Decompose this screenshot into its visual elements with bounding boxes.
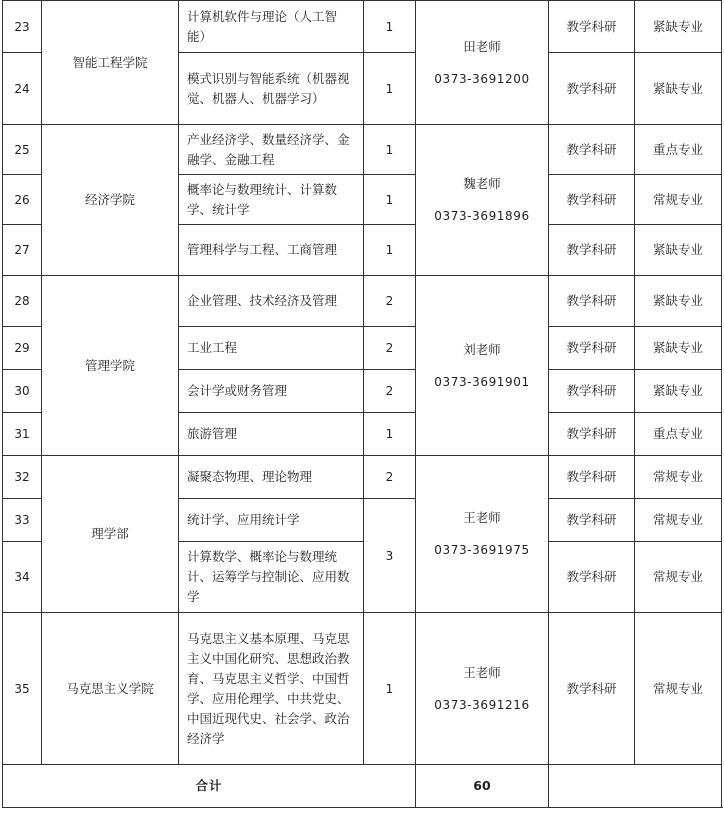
table-row (3, 1, 722, 53)
row-number: 33 (3, 499, 42, 542)
type-cell: 常规专业 (635, 542, 722, 613)
contact-phone: 0373-3691975 (434, 543, 530, 557)
major-cell: 旅游管理 (179, 413, 364, 456)
count-cell: 2 (364, 456, 416, 499)
contact-cell (416, 456, 549, 613)
row-number: 28 (3, 276, 42, 327)
category-cell: 教学科研 (549, 327, 635, 370)
total-value: 60 (416, 765, 549, 808)
row-number: 34 (3, 542, 42, 613)
major-cell: 凝聚态物理、理论物理 (179, 456, 364, 499)
type-cell: 紧缺专业 (635, 276, 722, 327)
major-cell: 计算机软件与理论（人工智能） (179, 1, 364, 53)
contact-name: 王老师 (463, 664, 501, 680)
category-cell: 教学科研 (549, 1, 635, 53)
count-cell: 2 (364, 276, 416, 327)
table-row (3, 125, 722, 175)
count-cell: 2 (364, 370, 416, 413)
major-cell: 企业管理、技术经济及管理 (179, 276, 364, 327)
category-cell: 教学科研 (549, 613, 635, 765)
row-number: 23 (3, 1, 42, 53)
category-cell: 教学科研 (549, 53, 635, 125)
category-cell: 教学科研 (549, 370, 635, 413)
major-cell: 马克思主义基本原理、马克思主义中国化研究、思想政治教育、马克思主义哲学、中国哲学、应用伦理学、中共党史、中国近现代史、社会学、政治经济学 (179, 613, 364, 765)
category-cell: 教学科研 (549, 175, 635, 225)
college-name: 马克思主义学院 (42, 613, 179, 765)
contact-name: 王老师 (463, 510, 501, 525)
count-cell: 2 (364, 327, 416, 370)
major-cell: 统计学、应用统计学 (179, 499, 364, 542)
type-cell: 紧缺专业 (635, 370, 722, 413)
contact-cell (416, 1, 549, 125)
contact-phone: 0373-3691216 (434, 697, 530, 712)
count-cell: 1 (364, 225, 416, 276)
count-cell: 1 (364, 175, 416, 225)
type-cell: 常规专业 (635, 456, 722, 499)
category-cell: 教学科研 (549, 542, 635, 613)
contact-name: 刘老师 (463, 341, 501, 357)
row-number: 26 (3, 175, 42, 225)
contact-phone: 0373-3691901 (434, 374, 530, 389)
count-cell: 1 (364, 1, 416, 53)
type-cell: 重点专业 (635, 125, 722, 175)
total-row (3, 765, 722, 808)
major-cell: 管理科学与工程、工商管理 (179, 225, 364, 276)
table-row (3, 456, 722, 499)
major-cell: 工业工程 (179, 327, 364, 370)
row-number: 31 (3, 413, 42, 456)
type-cell: 紧缺专业 (635, 327, 722, 370)
row-number: 32 (3, 456, 42, 499)
college-name: 理学部 (42, 456, 179, 613)
table-row (3, 276, 722, 327)
contact-cell (416, 276, 549, 456)
contact-phone: 0373-3691200 (434, 71, 530, 86)
type-cell: 紧缺专业 (635, 225, 722, 276)
total-label: 合计 (3, 765, 416, 808)
row-number: 30 (3, 370, 42, 413)
count-cell: 3 (364, 499, 416, 613)
row-number: 35 (3, 613, 42, 765)
type-cell: 紧缺专业 (635, 53, 722, 125)
college-name: 经济学院 (42, 125, 179, 276)
contact-name: 田老师 (463, 38, 501, 54)
category-cell: 教学科研 (549, 413, 635, 456)
contact-phone: 0373-3691896 (434, 209, 530, 223)
type-cell: 常规专业 (635, 175, 722, 225)
row-number: 27 (3, 225, 42, 276)
category-cell: 教学科研 (549, 276, 635, 327)
count-cell: 1 (364, 53, 416, 125)
table-row (3, 613, 722, 765)
type-cell: 重点专业 (635, 413, 722, 456)
contact-cell (416, 125, 549, 276)
type-cell: 紧缺专业 (635, 1, 722, 53)
count-cell: 1 (364, 613, 416, 765)
college-name: 管理学院 (42, 276, 179, 456)
category-cell: 教学科研 (549, 499, 635, 542)
category-cell: 教学科研 (549, 225, 635, 276)
contact-cell (416, 613, 549, 765)
college-name: 智能工程学院 (42, 1, 179, 125)
major-cell: 计算数学、概率论与数理统计、运筹学与控制论、应用数学 (179, 542, 364, 613)
row-number: 25 (3, 125, 42, 175)
major-cell: 会计学或财务管理 (179, 370, 364, 413)
total-blank (549, 765, 722, 808)
major-cell: 概率论与数理统计、计算数学、统计学 (179, 175, 364, 225)
type-cell: 常规专业 (635, 499, 722, 542)
type-cell: 常规专业 (635, 613, 722, 765)
major-cell: 模式识别与智能系统（机器视觉、机器人、机器学习） (179, 53, 364, 125)
row-number: 29 (3, 327, 42, 370)
count-cell: 1 (364, 413, 416, 456)
count-cell: 1 (364, 125, 416, 175)
category-cell: 教学科研 (549, 456, 635, 499)
contact-name: 魏老师 (463, 176, 501, 191)
row-number: 24 (3, 53, 42, 125)
category-cell: 教学科研 (549, 125, 635, 175)
recruitment-table (2, 0, 722, 808)
major-cell: 产业经济学、数量经济学、金融学、金融工程 (179, 125, 364, 175)
